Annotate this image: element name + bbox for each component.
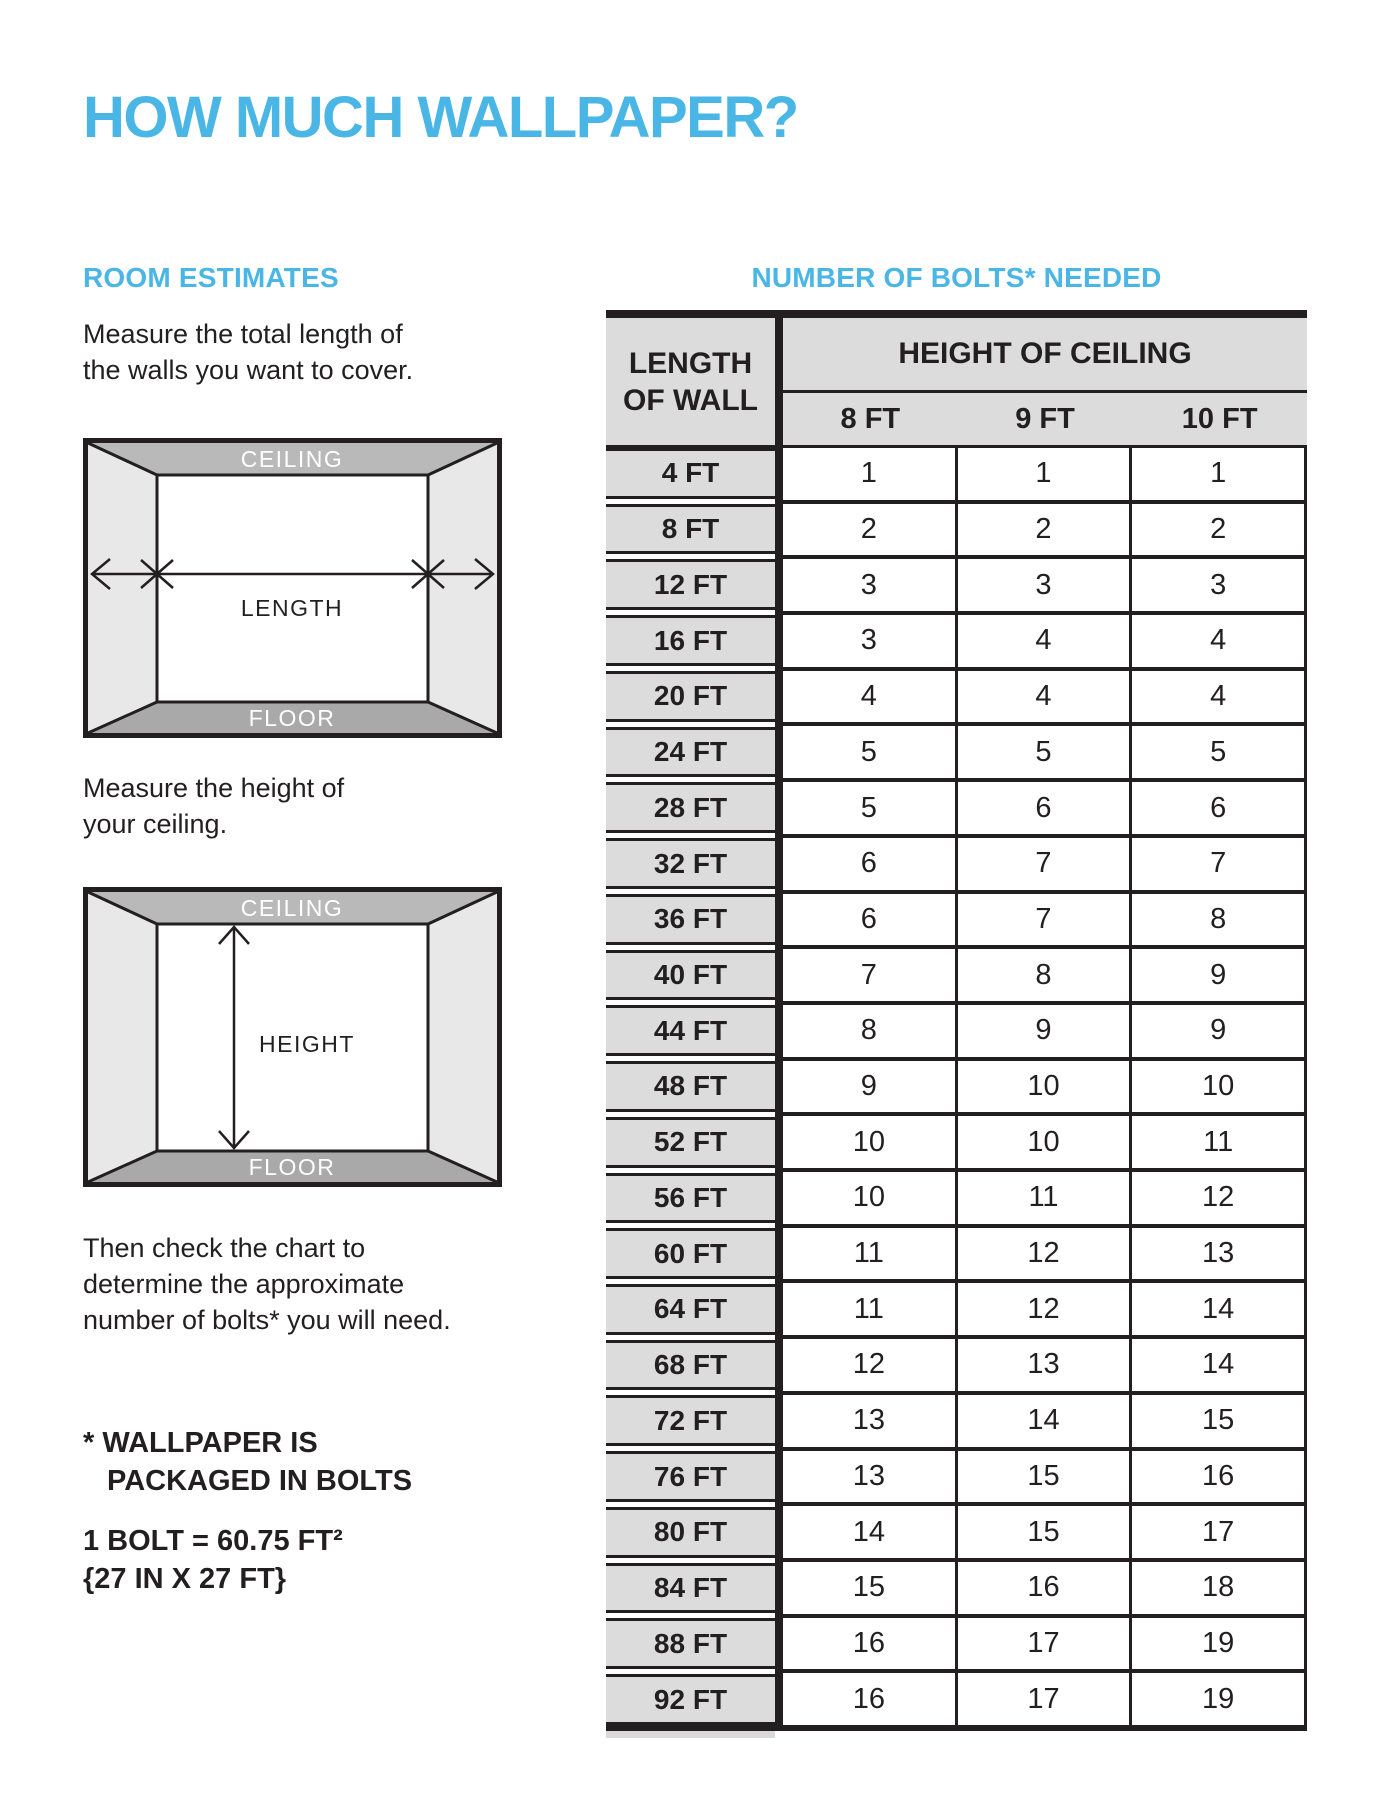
table-cell-value: 17 (958, 1673, 1130, 1725)
room-height-diagram (83, 887, 502, 1187)
table-cell-value: 19 (1132, 1618, 1304, 1670)
table-cell-value: 10 (783, 1172, 955, 1224)
table-cell-value: 4 (1132, 615, 1304, 667)
table-row-label: 52 FT (606, 1117, 775, 1168)
table-cell-value: 19 (1132, 1673, 1304, 1725)
bolts-needed-heading: NUMBER OF BOLTS* NEEDED (751, 262, 1162, 293)
table-cell-value: 12 (958, 1228, 1130, 1280)
check-chart-paragraph (83, 1230, 451, 1338)
height-columns-row (783, 393, 1307, 448)
table-cell-value: 15 (783, 1562, 955, 1614)
table-cell-value: 9 (783, 1061, 955, 1113)
floor-label: FLOOR (248, 1154, 336, 1180)
paragraph-line: determine the approximate (83, 1269, 405, 1299)
table-cell-value: 4 (958, 671, 1130, 723)
column-header-9ft: 9 FT (1015, 402, 1075, 435)
table-cell-value: 6 (1132, 782, 1304, 834)
table-cell-value: 12 (783, 1339, 955, 1391)
measure-length-paragraph (83, 316, 413, 388)
room-height-diagram-svg (83, 887, 502, 1187)
table-row-label: 84 FT (606, 1563, 775, 1614)
table-row-label: 60 FT (606, 1228, 775, 1279)
table-cell-value: 14 (1132, 1339, 1304, 1391)
table-shadow-strip (606, 1731, 775, 1738)
header-line: OF WALL (623, 383, 758, 417)
table-cell-value: 15 (958, 1451, 1130, 1503)
table-cell-value: 2 (958, 504, 1130, 556)
table-row-label: 88 FT (606, 1618, 775, 1669)
table-cell-value: 7 (1132, 838, 1304, 890)
footnote-line: * WALLPAPER IS (83, 1427, 318, 1459)
table-row-label: 28 FT (606, 782, 775, 833)
table-cell-value: 1 (783, 448, 955, 500)
length-label: LENGTH (240, 595, 344, 621)
wallpaper-bolts-footnote (83, 1424, 412, 1500)
table-cell-value: 8 (1132, 894, 1304, 946)
table-cell-value: 14 (1132, 1283, 1304, 1335)
table-cell-value: 3 (958, 559, 1130, 611)
table-cell-value: 11 (958, 1172, 1130, 1224)
table-row-label: 48 FT (606, 1061, 775, 1112)
table-row-label: 12 FT (606, 559, 775, 610)
column-divider (775, 448, 783, 1725)
table-cell-value: 17 (958, 1618, 1130, 1670)
paragraph-line: number of bolts* you will need. (83, 1305, 451, 1335)
room-length-diagram-svg (83, 438, 502, 738)
bolts-table (606, 310, 1307, 1738)
paragraph-line: Then check the chart to (83, 1233, 366, 1263)
table-cell-value: 16 (783, 1618, 955, 1670)
table-row-label: 8 FT (606, 504, 775, 555)
height-of-ceiling-header (783, 318, 1307, 448)
table-top-border (606, 310, 1307, 318)
table-row-label: 76 FT (606, 1451, 775, 1502)
table-cell-value: 15 (958, 1506, 1130, 1558)
table-cell-value: 12 (1132, 1172, 1304, 1224)
table-cell-value: 3 (783, 559, 955, 611)
table-cell-value: 10 (958, 1116, 1130, 1168)
room-estimates-heading: ROOM ESTIMATES (83, 262, 339, 293)
back-wall (157, 475, 428, 702)
table-cell-value: 1 (1132, 448, 1304, 500)
page-title: HOW MUCH WALLPAPER? (83, 85, 798, 150)
table-cell-value: 14 (958, 1395, 1130, 1447)
table-cell-value: 18 (1132, 1562, 1304, 1614)
table-cell-value: 2 (1132, 504, 1304, 556)
table-cell-value: 9 (1132, 949, 1304, 1001)
table-row-label: 92 FT (606, 1674, 775, 1725)
table-cell-value: 12 (958, 1283, 1130, 1335)
table-cell-value: 13 (783, 1395, 955, 1447)
ceiling-label: CEILING (240, 446, 344, 472)
table-cell-value: 6 (783, 838, 955, 890)
table-cell-value: 6 (783, 894, 955, 946)
table-cell-value: 13 (1132, 1228, 1304, 1280)
table-row-label: 68 FT (606, 1340, 775, 1391)
paragraph-line: Measure the total length of (83, 319, 403, 349)
table-cell-value: 17 (1132, 1506, 1304, 1558)
table-cell-value: 7 (958, 838, 1130, 890)
table-row-label: 4 FT (606, 448, 775, 499)
table-row-label: 36 FT (606, 894, 775, 945)
table-cell-value: 1 (958, 448, 1130, 500)
table-cell-value: 10 (783, 1116, 955, 1168)
table-header (606, 318, 1307, 448)
table-cell-value: 7 (958, 894, 1130, 946)
table-row-label: 24 FT (606, 727, 775, 778)
left-wall-surface (88, 443, 157, 733)
table-row-label: 40 FT (606, 950, 775, 1001)
right-wall-surface (428, 443, 497, 733)
table-cell-value: 16 (958, 1562, 1130, 1614)
bolt-info-line: {27 IN X 27 FT} (83, 1563, 287, 1595)
table-cell-value: 5 (783, 782, 955, 834)
paragraph-line: Measure the height of (83, 773, 345, 803)
table-cell-value: 7 (783, 949, 955, 1001)
paragraph-line: your ceiling. (83, 809, 228, 839)
table-cell-value: 13 (783, 1451, 955, 1503)
table-cell-value: 5 (1132, 726, 1304, 778)
table-cell-value: 11 (1132, 1116, 1304, 1168)
table-cell-value: 9 (1132, 1005, 1304, 1057)
table-cell-value: 4 (783, 671, 955, 723)
table-cell-value: 4 (1132, 671, 1304, 723)
height-of-ceiling-label: HEIGHT OF CEILING (783, 318, 1307, 393)
left-wall-surface (88, 892, 157, 1182)
table-row-label: 44 FT (606, 1005, 775, 1056)
column-header-8ft: 8 FT (840, 402, 901, 435)
table-cell-value: 6 (958, 782, 1130, 834)
bolt-info-line: 1 BOLT = 60.75 FT² (83, 1525, 343, 1557)
table-cell-value: 8 (783, 1005, 955, 1057)
table-cell-value: 11 (783, 1283, 955, 1335)
table-row-label: 72 FT (606, 1395, 775, 1446)
table-label-column (606, 448, 775, 1725)
table-row-label: 56 FT (606, 1173, 775, 1224)
table-cell-value: 5 (783, 726, 955, 778)
table-cell-value: 3 (783, 615, 955, 667)
column-divider (775, 318, 783, 448)
header-line: LENGTH (628, 346, 753, 380)
column-header-10ft: 10 FT (1181, 402, 1258, 435)
table-cell-value: 8 (958, 949, 1130, 1001)
table-row-label: 80 FT (606, 1507, 775, 1558)
bolt-size-info (83, 1522, 343, 1598)
table-cell-value: 16 (1132, 1451, 1304, 1503)
footnote-line: PACKAGED IN BOLTS (107, 1465, 413, 1497)
table-body (606, 448, 1307, 1725)
floor-label: FLOOR (248, 705, 336, 731)
table-value-grid (783, 448, 1307, 1725)
table-cell-value: 13 (958, 1339, 1130, 1391)
table-cell-value: 14 (783, 1506, 955, 1558)
table-cell-value: 5 (958, 726, 1130, 778)
table-cell-value: 16 (783, 1673, 955, 1725)
table-row-label: 32 FT (606, 838, 775, 889)
table-cell-value: 3 (1132, 559, 1304, 611)
table-row-label: 16 FT (606, 615, 775, 666)
right-wall-surface (428, 892, 497, 1182)
table-row-label: 64 FT (606, 1284, 775, 1335)
table-cell-value: 10 (958, 1061, 1130, 1113)
table-cell-value: 2 (783, 504, 955, 556)
table-cell-value: 10 (1132, 1061, 1304, 1113)
table-cell-value: 9 (958, 1005, 1130, 1057)
measure-height-paragraph (83, 770, 344, 842)
paragraph-line: the walls you want to cover. (83, 355, 414, 385)
ceiling-label: CEILING (240, 895, 344, 921)
table-row-label: 20 FT (606, 671, 775, 722)
table-cell-value: 11 (783, 1228, 955, 1280)
length-of-wall-header (606, 318, 775, 448)
table-cell-value: 4 (958, 615, 1130, 667)
table-cell-value: 15 (1132, 1395, 1304, 1447)
room-length-diagram (83, 438, 502, 738)
height-label: HEIGHT (259, 1031, 355, 1057)
